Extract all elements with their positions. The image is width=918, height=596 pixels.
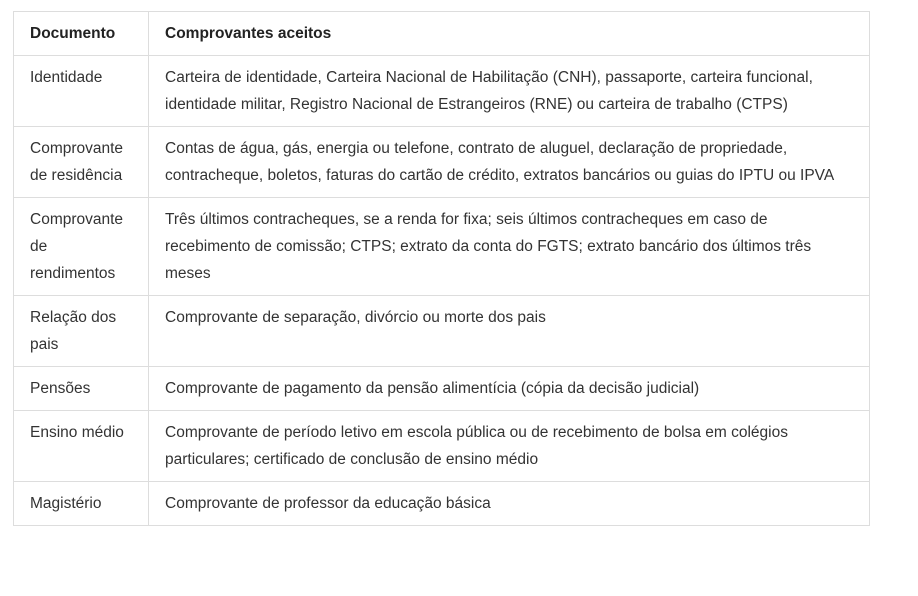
cell-documento: Identidade [14,56,149,127]
cell-documento: Comprovante de rendimentos [14,198,149,296]
table-row [14,296,870,367]
cell-comprovantes: Comprovante de período letivo em escola pública ou de recebimento de bolsa em colégios particulares; certificado de conclusão de ensino médio [149,411,870,482]
cell-comprovantes: Comprovante de pagamento da pensão alimentícia (cópia da decisão judicial) [149,367,870,411]
documents-table [13,11,870,526]
cell-documento: Pensões [14,367,149,411]
cell-comprovantes: Comprovante de separação, divórcio ou morte dos pais [149,296,870,367]
cell-documento: Magistério [14,482,149,526]
cell-documento: Comprovante de residência [14,127,149,198]
table-body [14,56,870,526]
table-row [14,367,870,411]
cell-comprovantes: Comprovante de professor da educação básica [149,482,870,526]
cell-documento: Ensino médio [14,411,149,482]
table-row [14,411,870,482]
cell-comprovantes: Três últimos contracheques, se a renda for fixa; seis últimos contracheques em caso de recebimento de comissão; CTPS; extrato da conta do FGTS; extrato bancário dos últimos três meses [149,198,870,296]
header-row [14,12,870,56]
table-header [14,12,870,56]
cell-documento: Relação dos pais [14,296,149,367]
header-documento: Documento [14,12,149,56]
table-row [14,482,870,526]
cell-comprovantes: Carteira de identidade, Carteira Nacional de Habilitação (CNH), passaporte, carteira funcional, identidade militar, Registro Nacional de Estrangeiros (RNE) ou carteira de trabalho (CTPS) [149,56,870,127]
cell-comprovantes: Contas de água, gás, energia ou telefone, contrato de aluguel, declaração de propriedade, contracheque, boletos, faturas do cartão de crédito, extratos bancários ou guias do IPTU ou IPVA [149,127,870,198]
table-row [14,56,870,127]
table-row [14,198,870,296]
header-comprovantes: Comprovantes aceitos [149,12,870,56]
table-row [14,127,870,198]
